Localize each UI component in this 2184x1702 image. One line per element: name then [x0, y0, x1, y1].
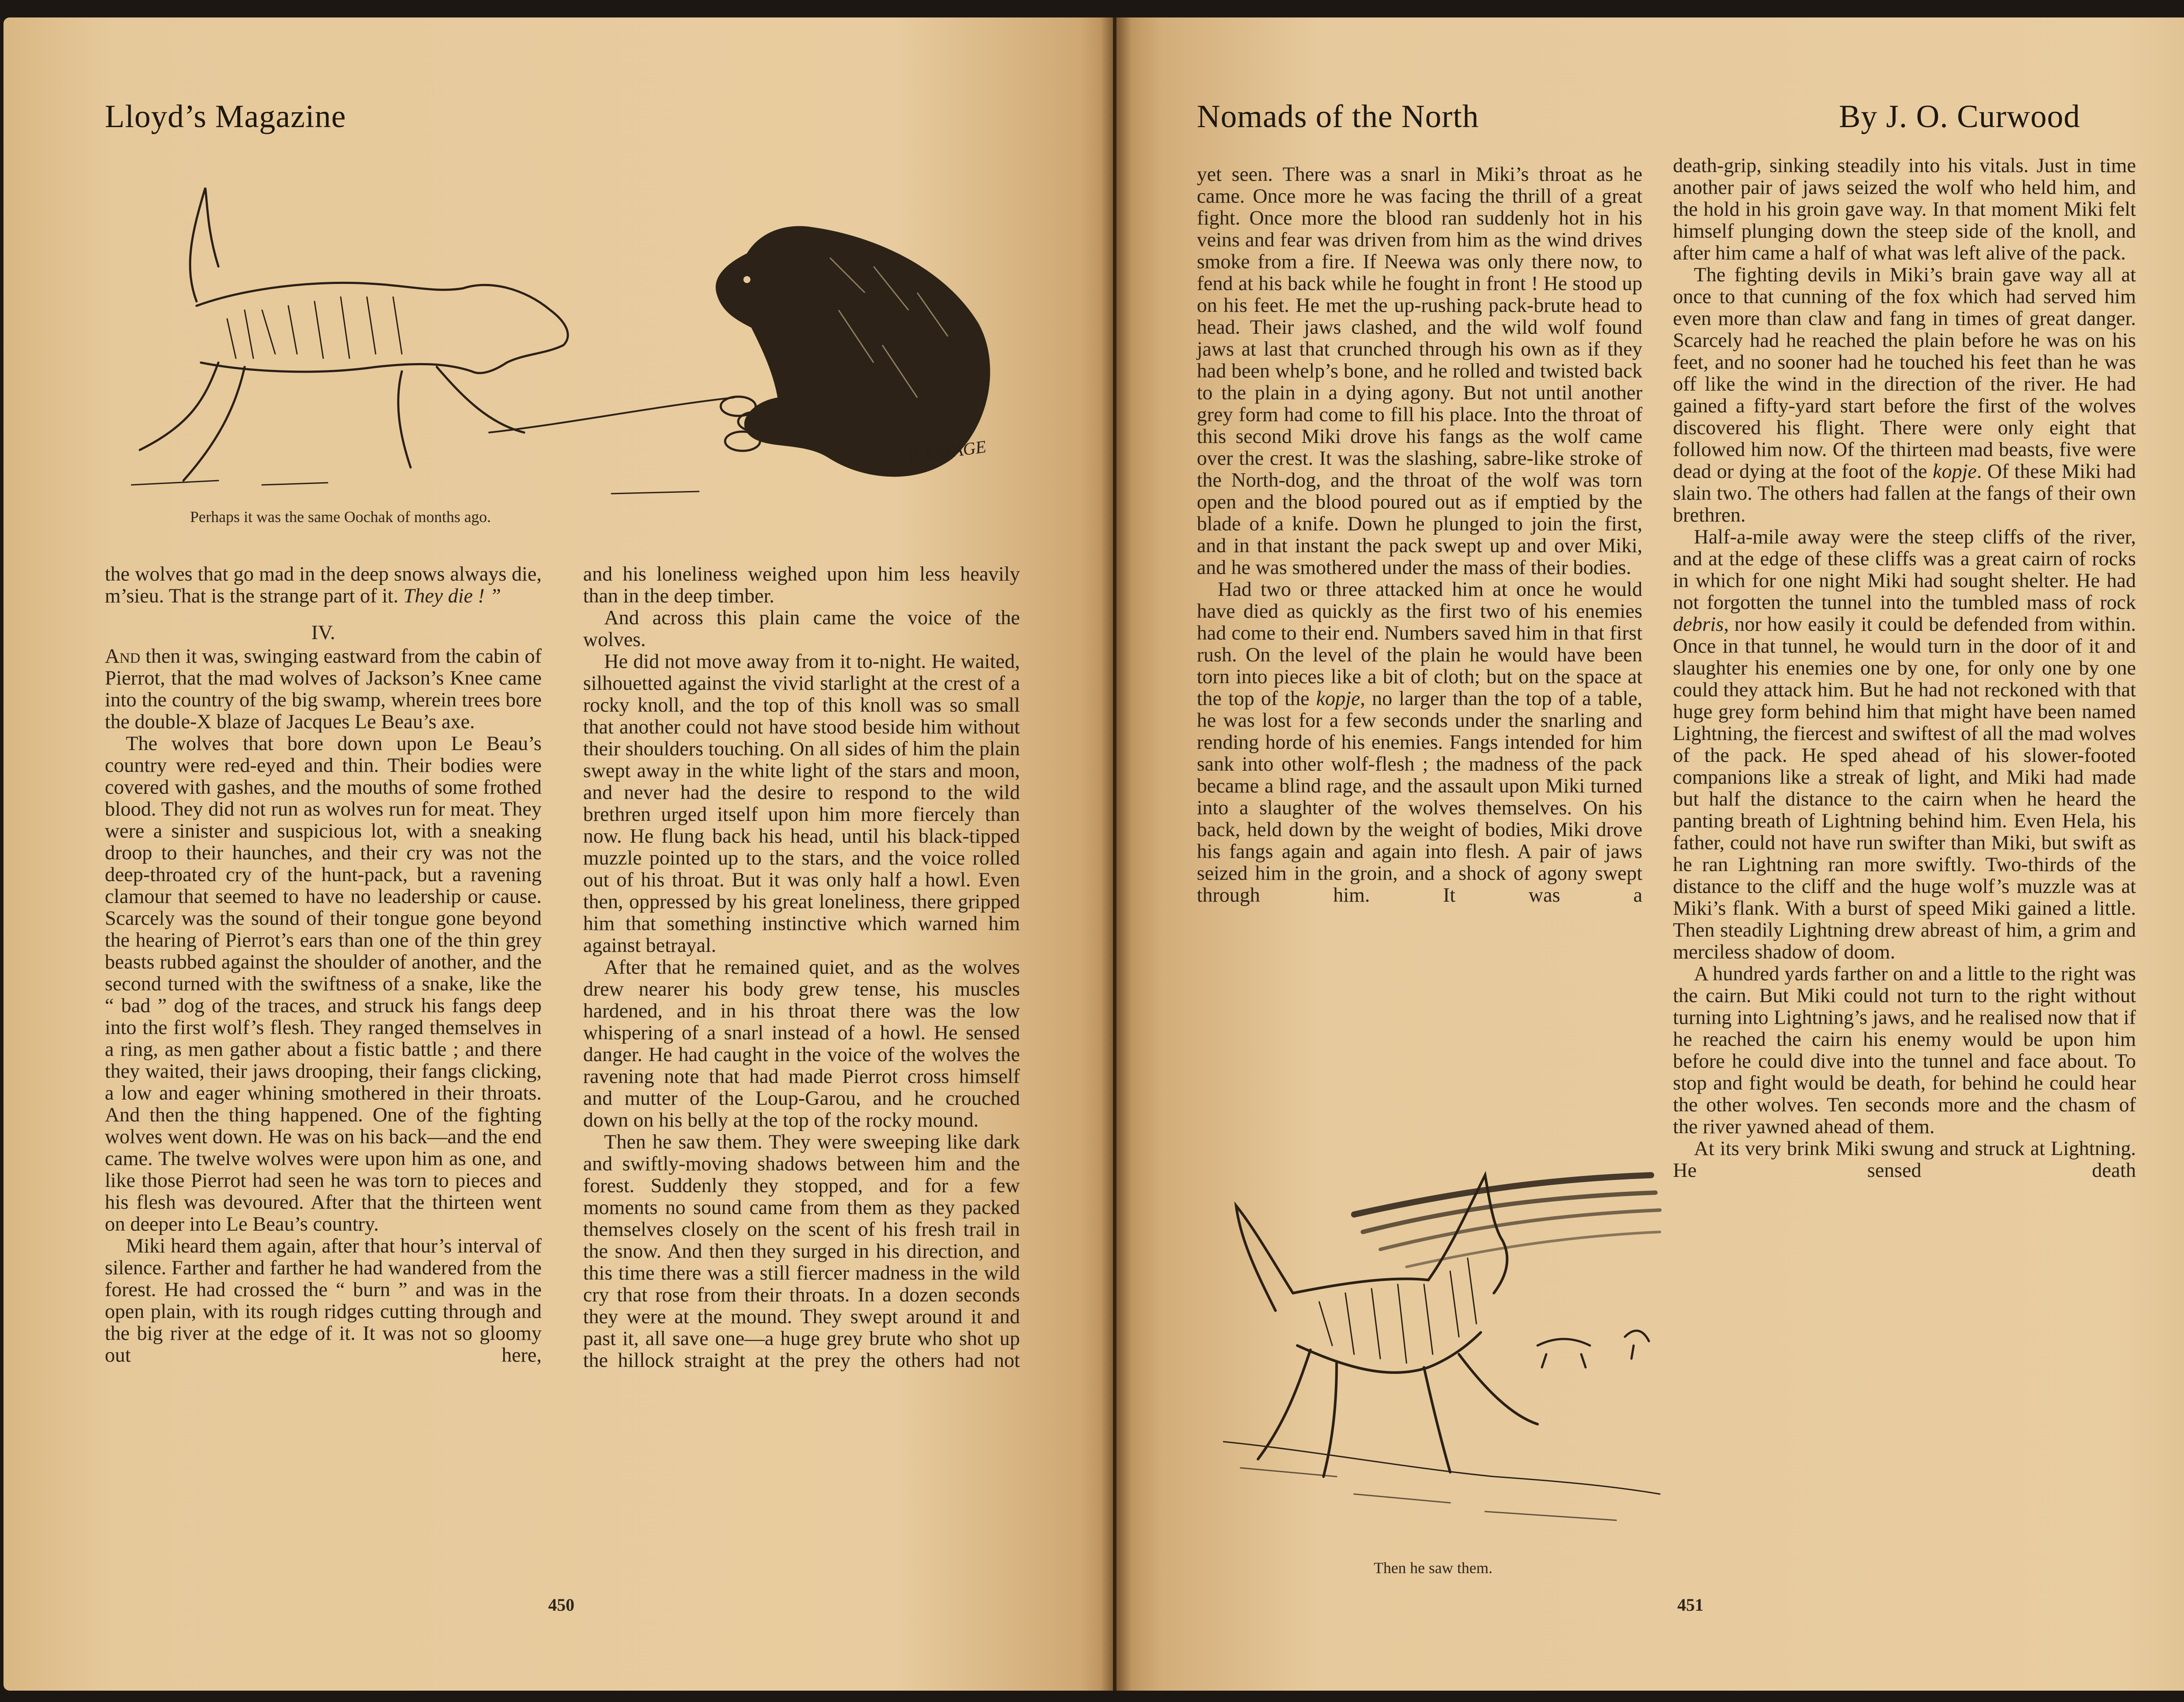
paragraph: [1197, 579, 1642, 906]
paragraph: The wolves that bore down upon Le Beau’s country were red-eyed and thin. Their bodies were covered with gashes, and the mouths of some frothed blood. They did not run as wolves run for meat. They were a sinister and suspicious lot, with a sneaking droop to their haunches, and their cry was not the deep-throated cry of the hunt-pack, but a ravening clamour that seemed to have no leadership or cause. Scarcely was the sound of their tongue gone beyond the hearing of Pierrot’s ears than one of the thin grey beasts rubbed against the shoulder of another, and the second turned with the swiftness of a snake, like the “ bad ” dog of the traces, and struck his fangs deep into the first wolf’s flesh. They ranged themselves in a ring, as men gather about a fistic battle ; and there they waited, their jaws drooping, their fangs clicking, a low and eager whining smothered in their throats. And then the thing happened. One of the fighting wolves went down. He was on his back—and the end came. The twelve wolves were upon him as one, and like those Pierrot had seen he was torn to pieces and his flesh was devoured. After that the thirteen went on deeper into Le Beau’s country.: [105, 733, 542, 1235]
paragraph-text: the wolves that go mad in the deep snows always die, m’sieu. That is the strange part of it.: [105, 563, 542, 607]
paragraph: [105, 646, 542, 733]
paragraph: death-grip, sinking steadily into his vitals. Just in time another pair of jaws seized the wolf who held him, and the hold in his groin gave way. In that moment Miki felt himself plunging down the steep side of the knoll, and after him came a half of what was left alive of the pack.: [1673, 155, 2136, 264]
paragraph-text-cont: , no larger than the top of a table, he was lost for a few seconds under the snarling and rending horde of his enemies. Fangs intended for him sank into other wolf-flesh ; the madness of the pack became a blind rage, and the assault upon Miki turned into a slaughter of the wolves themselves. On his back, held down by the weight of bodies, Miki drove his fangs again and again into flesh. A pair of jaws seized him in the groin, and a shock of agony swept through him. It was a: [1197, 688, 1642, 906]
left-column-1: [105, 564, 542, 1366]
paragraph-text-cont: , nor how easily it could be defended from within. Once in that tunnel, he would turn in the door of it and slaughter his enemies one by one, for only one by one could they attack him. But he had not reckoned with that huge grey form behind him that might have been named Lightning, the fiercest and swiftest of all the mad wolves of the pack. He sped ahead of his slower-footed companions like a streak of light, and Miki had made but half the distance to the cairn when he heard the panting breath of Lightning behind him. Even Hela, his father, could not have run swifter than Miki, but swift as he ran Lightning ran more swiftly. Two-thirds of the distance to the cliff and the huge wolf’s muzzle was at Miki’s flank. With a burst of speed Miki gained a little. Then steadily Lightning drew abreast of him, a grim and merciless shadow of doom.: [1673, 613, 2136, 963]
paragraph: A hundred yards farther on and a little to the right was the cairn. But Miki could not turn to the right without turning into Lightning’s jaws, and he realised now that if he reached the cairn his enemy would be upon him before he could dive into the tunnel and face about. To stop and fight would be death, for behind he could hear the other wolves. Ten seconds more and the chasm of the river yawned ahead of them.: [1673, 963, 2136, 1138]
wolf-illustration: [1223, 1162, 1669, 1555]
dog-and-bear-illustration: [131, 179, 1022, 533]
paragraph: Then he saw them. They were sweeping like dark and swiftly-moving shadows between him and the forest. Suddenly they stopped, and for a few moments no sound came from them as they packed themselves closely on the scent of his fresh trail in the snow. And then they surged in his direction, and this time there was a still fiercer madness in the wild cry that rose from their throats. In a dozen seconds they were at the mound. They swept around it and past it, all save one—a huge grey brute who shot up the hillock straight at the prey the others had not: [583, 1131, 1020, 1372]
illustration-caption-right: Then he saw them.: [1374, 1559, 1493, 1577]
paragraph: At its very brink Miki swung and struck at Lightning. He sensed death: [1673, 1138, 2136, 1182]
paragraph-lead: And: [105, 645, 141, 668]
paragraph: [105, 564, 542, 607]
illustration-signature: P. SAVAGE: [906, 436, 988, 467]
dog-and-bear-drawing: [131, 179, 1022, 533]
paragraph-text: Had two or three attacked him at once he would have died as quickly as the first two of his enemies had come to their end. Numbers saved him in that first rush. On the level of the plain he would have been torn into pieces like a bit of cloth; but on the space at the top of the: [1197, 578, 1642, 710]
section-heading: IV.: [311, 622, 335, 644]
running-head-author: By J. O. Curwood: [1839, 99, 2080, 135]
paragraph: He did not move away from it to-night. He waited, silhouetted against the vivid starlight at the crest of a rocky knoll, and the top of this knoll was so small that another could not have stood beside him without their shoulders touching. On all sides of him the plain swept away in the white light of the stars and moon, and never had the desire to respond to the wild brethren urged itself upon him more fiercely than now. He flung back his head, until his black-tipped muzzle pointed up to the stars, and the voice rolled out of his throat. But it was only half a howl. Even then, oppressed by his great loneliness, there gripped him that something instinctive which warned him against betrayal.: [583, 650, 1020, 957]
paragraph: [1673, 264, 2136, 526]
paragraph: yet seen. There was a snarl in Miki’s throat as he came. Once more he was facing the thrill of a great fight. Once more the blood ran suddenly hot in his veins and fear was driven from him as the wind drives smoke from a fire. If Neewa was only there now, to fend at his back while he fought in front ! He stood up on his feet. He met the up-rushing pack-brute head to head. Their jaws clashed, and the wild wolf found jaws at last that crunched through his own as if they had been whelp’s bone, and he rolled and twisted back to the plain in a dying agony. But not until another grey form had come to fill his place. Into the throat of this second Miki drove his fangs as the wolf came over the crest. It was the slashing, sabre-like stroke of the North-dog, and the throat of the wolf was torn open and the blood poured out as if emptied by the blade of a knife. Down he plunged to join the first, and in that instant the pack swept up and over Miki, and he was smothered under the mass of their bodies.: [1197, 163, 1642, 579]
page-number-left: 450: [548, 1595, 574, 1615]
paragraph: Miki heard them again, after that hour’s interval of silence. Farther and farther he had wandered from the forest. He had crossed the “ burn ” and was in the open plain, with its rough ridges cutting through and the big river at the edge of it. It was not so gloomy out here,: [105, 1235, 542, 1366]
paragraph-text: then it was, swinging eastward from the cabin of Pierrot, that the mad wolves of Jackson’s Knee came into the country of the big swamp, wherein trees bore the double-X blaze of Jacques Le Beau’s axe.: [105, 645, 542, 733]
paragraph-italic: They die ! ”: [403, 585, 501, 607]
paragraph: After that he remained quiet, and as the wolves drew nearer his body grew tense, his muscles hardened, and in his throat there was the low whispering of a snarl instead of a howl. He sensed danger. He had caught in the voice of the wolves the ravening note that had made Pierrot cross himself and mutter of the Loup-Garou, and he crouched down on his belly at the top of the rocky mound.: [583, 956, 1020, 1131]
wolf-drawing: [1223, 1162, 1669, 1555]
page-number-right: 451: [1677, 1595, 1704, 1615]
right-column-2: [1673, 155, 2136, 1182]
running-head-left: Lloyd’s Magazine: [105, 99, 346, 135]
paragraph: and his loneliness weighed upon him less heavily than in the deep timber.: [583, 563, 1020, 607]
paragraph-italic: kopje: [1316, 688, 1360, 710]
paragraph-text: The fighting devils in Miki’s brain gave way all at once to that cunning of the fox which had served him even more than claw and fang in times of great danger. Scarcely had he reached the plain before he was on his feet, and no sooner had he touched his feet than he was off like the wind in the direction of the river. He had gained a fifty-yard start before the first of the wolves discovered his flight. There were only eight that followed him now. Of the thirteen mad beasts, five were dead or dying at the foot of the: [1673, 264, 2136, 483]
paragraph-text: Half-a-mile away were the steep cliffs of the river, and at the edge of these cliffs was a great cairn of rocks in which for one night Miki had sought shelter. He had not forgotten the tunnel into the tumbled mass of rock: [1673, 526, 2136, 614]
paragraph: [1673, 526, 2136, 963]
right-column-1: [1197, 164, 1642, 906]
paragraph-italic: kopje: [1932, 460, 1977, 483]
illustration-caption-left: Perhaps it was the same Oochak of months ago.: [190, 508, 491, 526]
left-column-2: [583, 564, 1020, 1372]
paragraph: And across this plain came the voice of the wolves.: [583, 607, 1020, 651]
paragraph-italic: debris: [1673, 613, 1724, 636]
paragraph-text-cont: . Of these Miki had slain two. The others had fallen at the fangs of their own brethren.: [1673, 460, 2136, 526]
running-head-title: Nomads of the North: [1197, 99, 1479, 135]
